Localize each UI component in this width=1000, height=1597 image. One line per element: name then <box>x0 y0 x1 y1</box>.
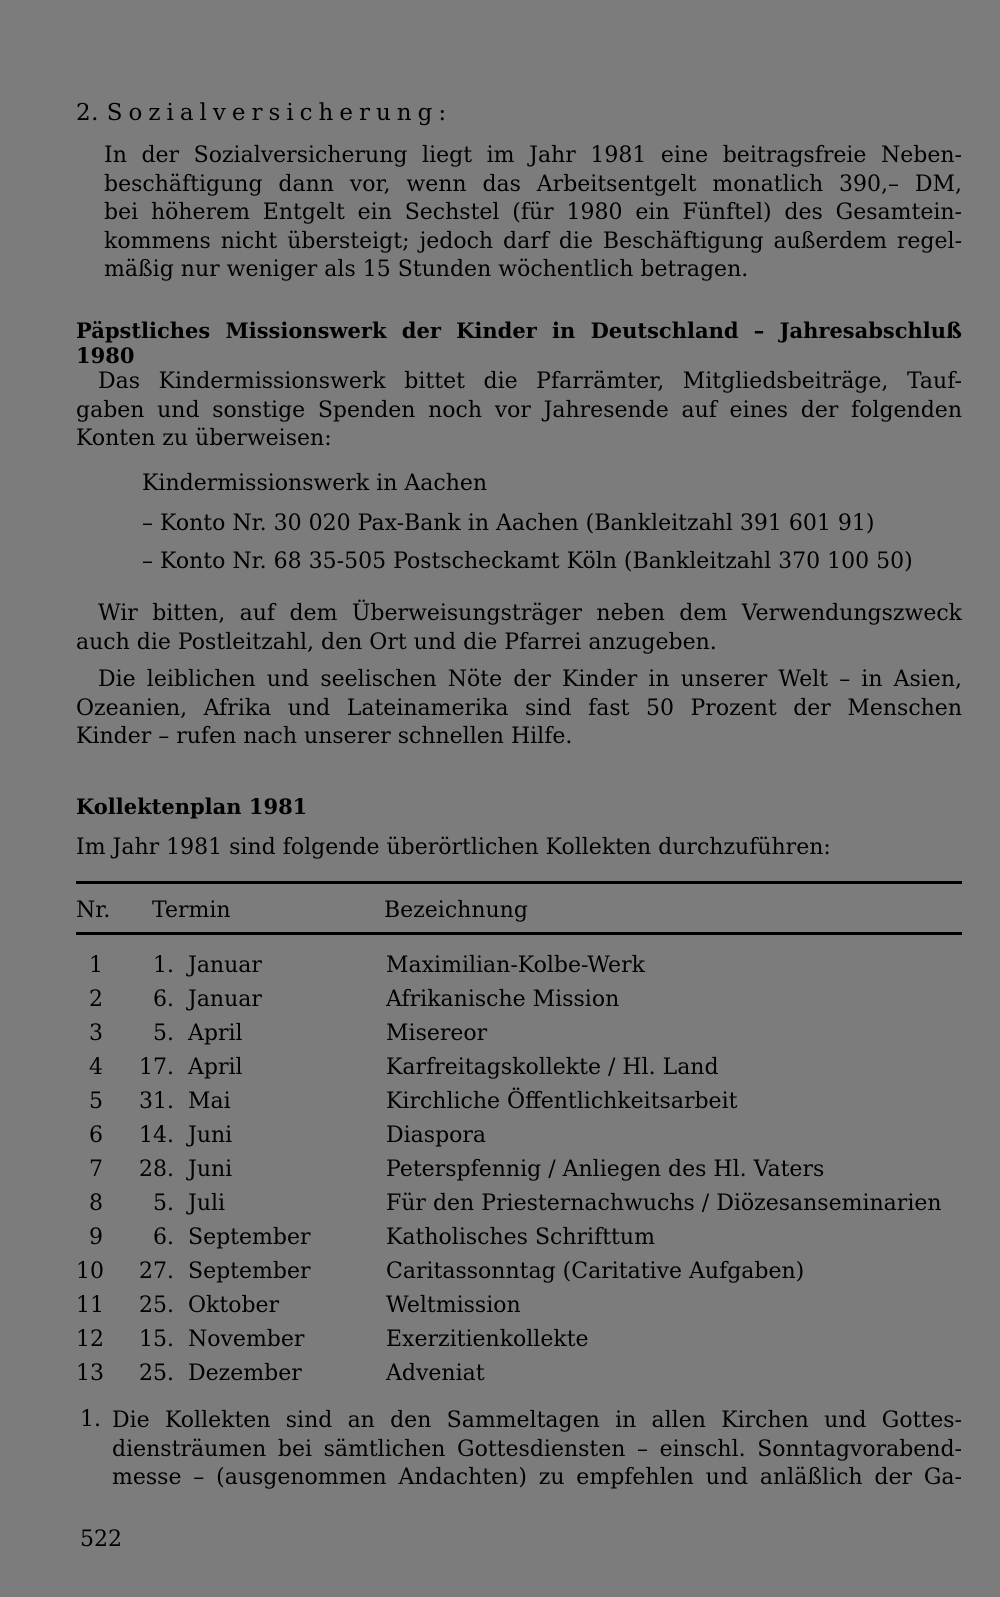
row-day: 25. <box>139 1293 174 1318</box>
row-number: 10 <box>76 1259 104 1284</box>
text-line: Die Kollekten sind an den Sammeltagen in allen Kirchen und Gottes- <box>112 1408 962 1433</box>
kollektenplan-intro: Im Jahr 1981 sind folgende überörtlichen Kollekten durchzuführen: <box>76 835 831 860</box>
row-month: September <box>188 1259 311 1284</box>
table-row <box>76 1021 962 1055</box>
row-month: Januar <box>188 953 262 978</box>
row-day: 14. <box>139 1123 174 1148</box>
column-header-bezeichnung: Bezeichnung <box>384 898 528 923</box>
table-row <box>76 1157 962 1191</box>
row-number: 9 <box>89 1225 103 1250</box>
row-month: November <box>188 1327 305 1352</box>
text-line: In der Sozialversicherung liegt im Jahr 1981 eine beitragsfreie Neben- <box>104 143 962 168</box>
table-row <box>76 1327 962 1361</box>
row-collection-name: Weltmission <box>386 1293 521 1318</box>
row-month: April <box>188 1021 243 1046</box>
row-day: 1. <box>153 953 174 978</box>
table-row <box>76 953 962 987</box>
row-day: 5. <box>153 1021 174 1046</box>
row-collection-name: Misereor <box>386 1021 488 1046</box>
table-top-rule <box>76 881 962 884</box>
table-row <box>76 1089 962 1123</box>
text-line: kommens nicht übersteigt; jedoch darf die Beschäftigung außerdem regel- <box>104 228 962 254</box>
section-heading-sozialversicherung <box>76 100 452 126</box>
text-line: gaben und sonstige Spenden noch vor Jahresende auf eines der folgenden <box>76 397 962 423</box>
missionswerk-intro <box>76 368 962 454</box>
row-number: 5 <box>89 1089 103 1114</box>
row-month: Juni <box>188 1123 233 1148</box>
table-row <box>76 1055 962 1089</box>
row-collection-name: Peterspfennig / Anliegen des Hl. Vaters <box>386 1157 825 1182</box>
row-collection-name: Adveniat <box>386 1361 485 1386</box>
row-number: 6 <box>89 1123 103 1148</box>
text-line: Kinder – rufen nach unserer schnellen Hilfe. <box>76 724 573 749</box>
column-header-nr: Nr. <box>76 898 111 923</box>
text-line: bei höherem Entgelt ein Sechstel (für 1980 ein Fünftel) des Gesamtein- <box>104 200 962 225</box>
row-day: 31. <box>139 1089 174 1114</box>
column-header-termin: Termin <box>152 898 231 923</box>
row-number: 1 <box>89 953 103 978</box>
text-line: Ozeanien, Afrika und Lateinamerika sind fast 50 Prozent der Menschen <box>76 695 962 721</box>
text-line: Wir bitten, auf dem Überweisungsträger neben dem Verwendungszweck <box>98 601 962 626</box>
row-month: Januar <box>188 987 262 1012</box>
row-day: 27. <box>139 1259 174 1284</box>
row-number: 13 <box>76 1361 104 1386</box>
row-collection-name: Kirchliche Öffentlichkeitsarbeit <box>386 1089 738 1114</box>
table-header-rule <box>76 932 962 935</box>
row-day: 28. <box>139 1157 174 1182</box>
section-title: Sozialversicherung: <box>106 100 453 126</box>
text-line: mäßig nur weniger als 15 Stunden wöchentlich betragen. <box>104 257 749 282</box>
page-number: 522 <box>80 1527 122 1552</box>
row-month: April <box>188 1055 243 1080</box>
sozialversicherung-paragraph <box>104 142 962 285</box>
text-line: diensträumen bei sämtlichen Gottesdiensten – einschl. Sonntagvorabend- <box>112 1436 962 1462</box>
row-month: Dezember <box>188 1361 302 1386</box>
transfer-request-paragraph <box>76 600 962 657</box>
table-row <box>76 1293 962 1327</box>
row-collection-name: Für den Priesternachwuchs / Diözesanseminarien <box>386 1191 942 1216</box>
text-line: Konten zu überweisen: <box>76 426 332 451</box>
text-line: Die leiblichen und seelischen Nöte der Kinder in unserer Welt – in Asien, <box>98 667 962 692</box>
row-month: Mai <box>188 1089 231 1114</box>
text-line: messe – (ausgenommen Andachten) zu empfehlen und anläßlich der Ga- <box>112 1465 962 1490</box>
row-number: 7 <box>89 1157 103 1182</box>
row-number: 4 <box>89 1055 103 1080</box>
text-line: Das Kindermissionswerk bittet die Pfarrämter, Mitgliedsbeiträge, Tauf- <box>98 369 962 394</box>
collection-note <box>112 1407 962 1493</box>
table-row <box>76 1225 962 1259</box>
row-collection-name: Maximilian-Kolbe-Werk <box>386 953 645 978</box>
row-day: 5. <box>153 1191 174 1216</box>
row-collection-name: Afrikanische Mission <box>386 987 620 1012</box>
row-month: Juni <box>188 1157 233 1182</box>
row-number: 8 <box>89 1191 103 1216</box>
row-day: 6. <box>153 987 174 1012</box>
row-number: 11 <box>76 1293 104 1318</box>
text-line: auch die Postleitzahl, den Ort und die Pfarrei anzugeben. <box>76 629 717 655</box>
note-number: 1. <box>80 1407 101 1432</box>
row-collection-name: Katholisches Schrifttum <box>386 1225 655 1250</box>
row-number: 2 <box>89 987 103 1012</box>
row-collection-name: Diaspora <box>386 1123 487 1148</box>
table-row <box>76 987 962 1021</box>
row-collection-name: Karfreitagskollekte / Hl. Land <box>386 1055 719 1080</box>
table-row <box>76 1259 962 1293</box>
account-line-pax-bank: – Konto Nr. 30 020 Pax-Bank in Aachen (Bankleitzahl 391 601 91) <box>142 511 875 536</box>
row-month: September <box>188 1225 311 1250</box>
row-day: 15. <box>139 1327 174 1352</box>
kollektenplan-heading: Kollektenplan 1981 <box>76 794 308 819</box>
row-collection-name: Caritassonntag (Caritative Aufgaben) <box>386 1259 805 1284</box>
row-month: Juli <box>188 1191 226 1216</box>
row-number: 3 <box>89 1021 103 1046</box>
section-number: 2. <box>76 100 99 126</box>
row-day: 17. <box>139 1055 174 1080</box>
account-recipient: Kindermissionswerk in Aachen <box>142 471 488 496</box>
text-line: beschäftigung dann vor, wenn das Arbeitsentgelt monatlich 390,– DM, <box>104 171 962 197</box>
missionswerk-heading: Päpstliches Missionswerk der Kinder in Deutschland – Jahresabschluß 1980 <box>76 318 962 368</box>
table-row <box>76 1361 962 1395</box>
table-row <box>76 1191 962 1225</box>
row-number: 12 <box>76 1327 104 1352</box>
account-line-postscheck: – Konto Nr. 68 35-505 Postscheckamt Köln (Bankleitzahl 370 100 50) <box>142 549 913 574</box>
row-day: 6. <box>153 1225 174 1250</box>
row-collection-name: Exerzitienkollekte <box>386 1327 589 1352</box>
row-day: 25. <box>139 1361 174 1386</box>
table-row <box>76 1123 962 1157</box>
row-month: Oktober <box>188 1293 280 1318</box>
appeal-paragraph <box>76 666 962 752</box>
